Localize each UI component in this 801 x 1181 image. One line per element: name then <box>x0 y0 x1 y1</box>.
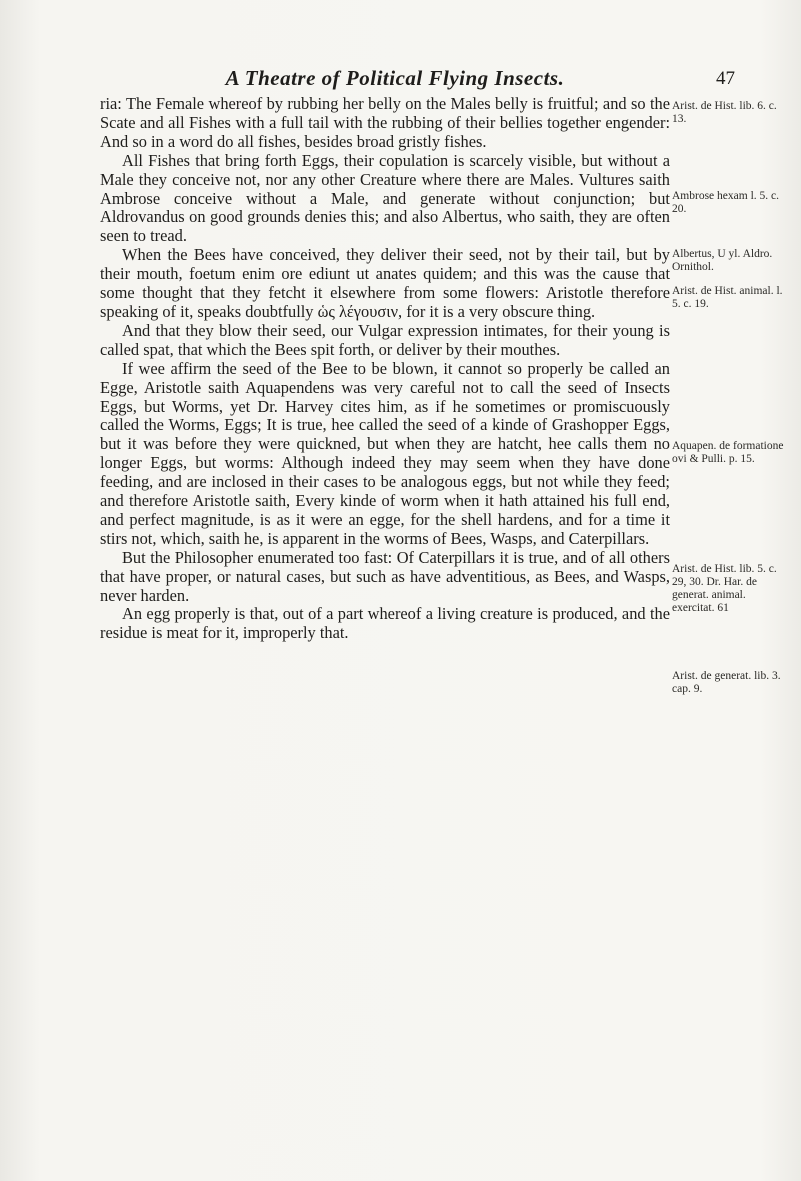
margin-note: Albertus, U yl. Aldro. Ornithol. <box>672 248 773 273</box>
paragraph: And that they blow their seed, our Vulgar expression intimates, for their young is called spat, that which the Bees spit forth, or deliver by their mouthes. <box>100 320 670 359</box>
paragraph: But the Philosopher enumerated too fast: Of Caterpillars it is true, and of all others that have proper, or natural cases, but such as have adventitious, as Bees, and Wasps, never harden. <box>100 547 670 605</box>
body-text <box>100 95 670 643</box>
paragraph: ria: The Female whereof by rubbing her belly on the Males belly is fruitful; and so the Scate and all Fishes with a full tail with the rubbing of their bellies together engender: And so in a word do all fishes, besides broad gristly fishes. <box>100 94 670 151</box>
running-title: A Theatre of Political Flying Insects. <box>225 66 565 90</box>
paragraph: All Fishes that bring forth Eggs, their copulation is scarcely visible, but without a Male they conceive not, nor any other Creature where there are Males. Vultures saith Ambrose conceive without a Male, and generate without conjunction; but Aldrovandus on good grounds denies this; and also Albertus, who saith, they are often seen to tread. <box>100 150 670 246</box>
margin-note: Arist. de Hist. animal. l. 5. c. 19. <box>672 285 783 310</box>
margin-note: Arist. de Hist. lib. 6. c. 13. <box>672 100 777 125</box>
margin-note: Aquapen. de formatione ovi & Pulli. p. 15. <box>672 440 784 465</box>
paragraph: If wee affirm the seed of the Bee to be blown, it cannot so properly be called an Egge, Aristotle saith Aquapendens was very careful not to call the seed of Insects Eggs, but Worms, yet Dr. Harvey cites him, as if he sometimes or promiscuously called the Worms, Eggs; It is true, hee called the seed of a kinde of Grashopper Eggs, but it was before they were quickned, but when they are hatcht, hee calls them no longer Eggs, but worms: Although indeed they may seem when they have done feeding, and are inclosed in their cases to be analogous eggs, but not while they feed; and therefore Aristotle saith, Every kinde of worm when it hath attained his full end, and perfect magnitude, is as it were an egge, for the shell hardens, and for a time it stirs not, which, saith he, is apparent in the worms of Bees, Wasps, and Caterpillars. <box>100 358 670 548</box>
page-header <box>95 66 735 92</box>
paragraph: An egg properly is that, out of a part whereof a living creature is produced, and the residue is meat for it, improperly that. <box>100 604 670 643</box>
margin-note: Arist. de Hist. lib. 5. c. 29, 30. Dr. Har. de generat. animal. exercitat. 61 <box>672 563 777 614</box>
margin-note: Ambrose hexam l. 5. c. 20. <box>672 190 779 215</box>
margin-note: Arist. de generat. lib. 3. cap. 9. <box>672 670 781 695</box>
paragraph: When the Bees have conceived, they deliver their seed, not by their tail, but by their mouth, foetum enim ore ediunt ut anates quidem; and this was the cause that some thought that they fetcht it elsewhere from some flowers: Aristotle therefore speaking of it, speaks doubtfully ὡς λέγουσιν, for it is a very obscure thing. <box>100 245 670 321</box>
page-number: 47 <box>716 68 735 89</box>
